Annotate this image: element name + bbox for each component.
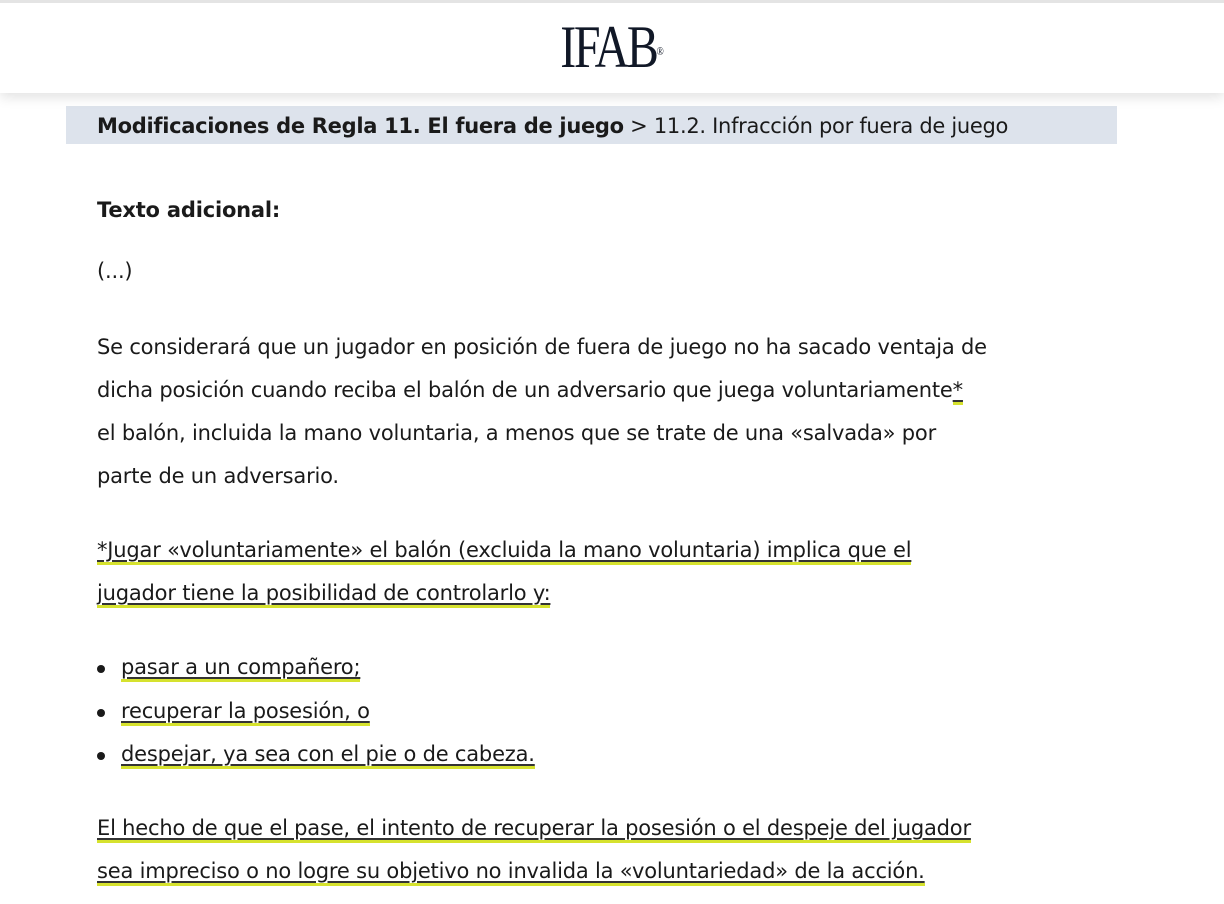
footnote-line: jugador tiene la posibilidad de controlarlo y: <box>97 581 550 608</box>
site-header <box>0 0 1224 93</box>
breadcrumb-subsection: 11.2. Infracción por fuera de juego <box>653 114 1009 138</box>
paragraph-line <box>97 378 963 402</box>
section-heading: Texto adicional: <box>97 198 281 222</box>
footnote-asterisk: * <box>953 378 963 405</box>
bullet-icon <box>97 752 105 760</box>
breadcrumb-section[interactable]: Modificaciones de Regla 11. El fuera de juego <box>97 114 624 138</box>
paragraph-line: el balón, incluida la mano voluntaria, a menos que se trate de una «salvada» por <box>97 421 937 445</box>
list-item: recuperar la posesión, o <box>121 699 370 726</box>
paragraph-line: parte de un adversario. <box>97 464 339 488</box>
registered-mark: ® <box>656 44 664 58</box>
paragraph-line: Se considerará que un jugador en posición de fuera de juego no ha sacado ventaja de <box>97 335 987 359</box>
list-item: pasar a un compañero; <box>121 655 360 682</box>
breadcrumb-separator: > <box>630 114 648 138</box>
ifab-logo[interactable] <box>122 14 1101 80</box>
bullet-icon <box>97 709 105 717</box>
list-item: despejar, ya sea con el pie o de cabeza. <box>121 742 535 769</box>
breadcrumb <box>66 106 1117 144</box>
paragraph-line-text: dicha posición cuando reciba el balón de un adversario que juega voluntariamente <box>97 378 953 402</box>
closing-line: sea impreciso o no logre su objetivo no invalida la «voluntariedad» de la acción. <box>97 859 925 886</box>
logo-text: IFAB <box>560 14 657 80</box>
ellipsis: (...) <box>97 259 133 283</box>
closing-line: El hecho de que el pase, el intento de recuperar la posesión o el despeje del jugador <box>97 816 971 843</box>
footnote-line: *Jugar «voluntariamente» el balón (excluida la mano voluntaria) implica que el <box>97 538 911 565</box>
bullet-icon <box>97 665 105 673</box>
